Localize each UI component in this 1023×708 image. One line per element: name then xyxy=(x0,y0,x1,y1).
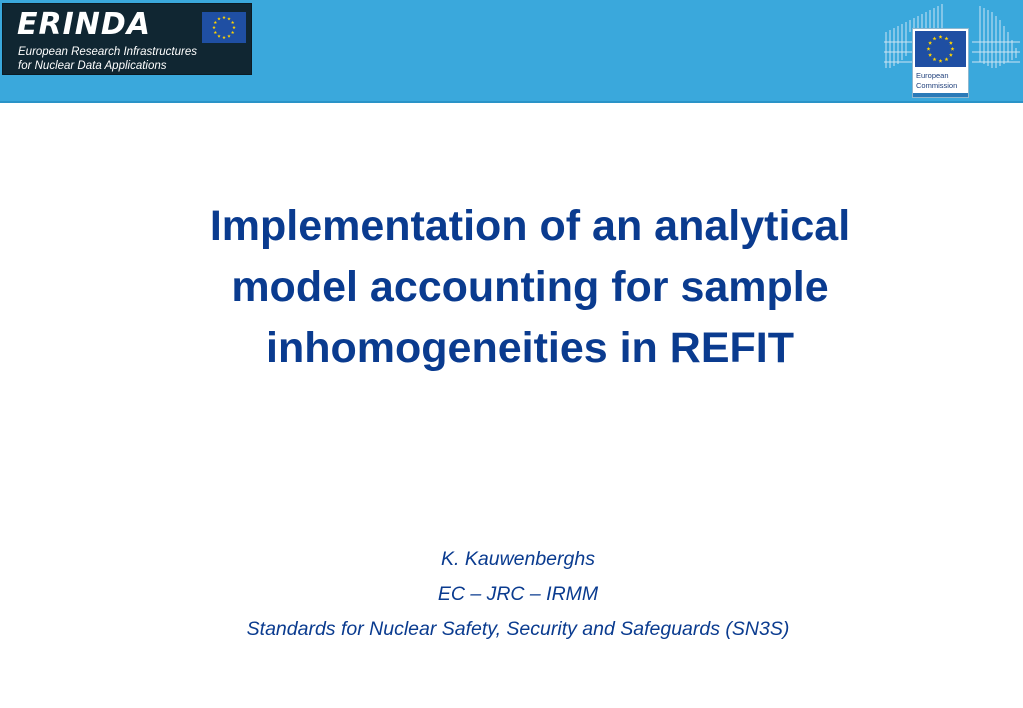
ec-logo-text-line2: Commission xyxy=(916,81,958,90)
erinda-subtitle-line2: for Nuclear Data Applications xyxy=(18,60,167,72)
erinda-logo xyxy=(2,3,252,75)
ec-logo-bar xyxy=(913,93,968,97)
author-unit: Standards for Nuclear Safety, Security and Safeguards (SN3S) xyxy=(246,618,790,640)
ec-logo-text-line1: European xyxy=(916,71,949,80)
slide-title xyxy=(120,196,940,379)
eu-flag-icon xyxy=(915,31,966,67)
author-name: K. Kauwenberghs xyxy=(441,548,595,570)
slide-title-line: Implementation of an analytical xyxy=(209,202,851,250)
slide-title-line: model accounting for sample xyxy=(231,263,829,311)
european-commission-logo xyxy=(884,2,1020,98)
ec-logo-box xyxy=(912,28,969,98)
erinda-logo-wordmark: ERINDA xyxy=(17,7,151,42)
slide-title-line: inhomogeneities in REFIT xyxy=(266,324,794,372)
author-block xyxy=(100,542,936,647)
erinda-subtitle-line1: European Research Infrastructures xyxy=(18,46,197,58)
header-band xyxy=(0,0,1023,103)
author-affiliation: EC – JRC – IRMM xyxy=(437,583,599,605)
eu-flag-icon xyxy=(202,12,246,43)
